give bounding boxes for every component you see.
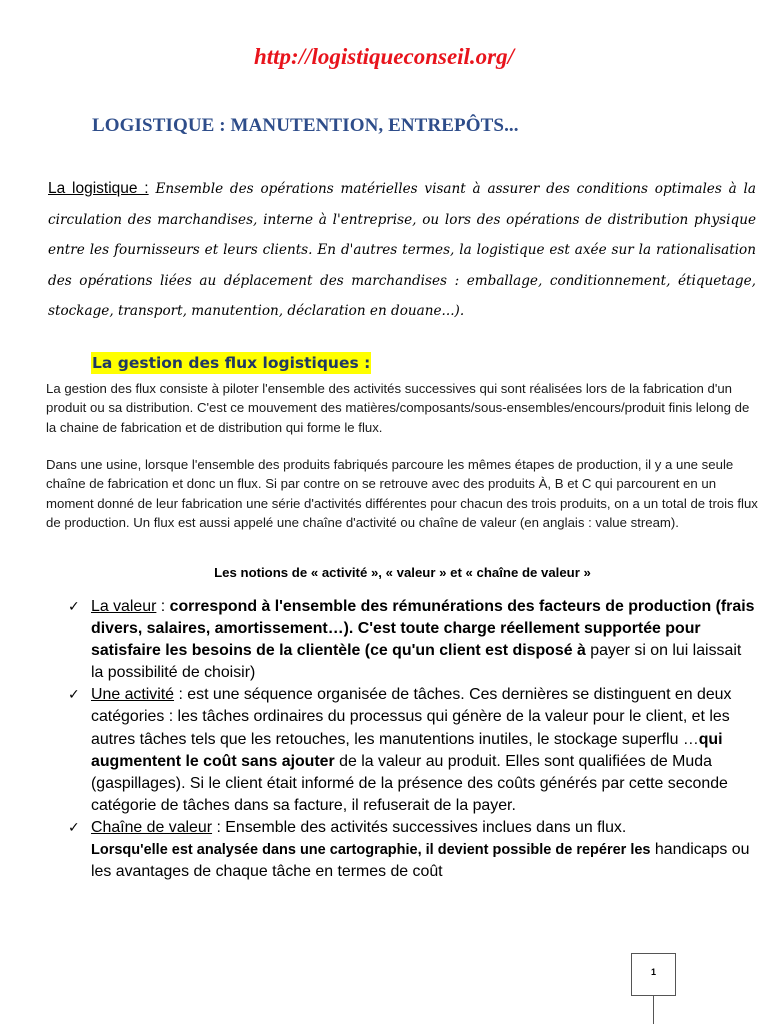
item-term: Chaîne de valeur bbox=[91, 818, 213, 836]
notions-list bbox=[68, 596, 758, 883]
item-separator: : bbox=[212, 818, 226, 836]
list-item bbox=[68, 596, 758, 684]
list-item bbox=[68, 684, 758, 817]
flux-paragraph-1: La gestion des flux consiste à piloter l'ensemble des activités successives qui sont réalisées lors de la fabrication d'un produit ou sa distribution. C'est ce mouvement des matières/composants/sous-ensembles/encours/produit finis lelong de la chaine de fabrication et de distribution qui forme le flux. bbox=[46, 381, 750, 435]
item-separator: : bbox=[174, 686, 188, 704]
checkmark-icon: ✓ bbox=[68, 599, 80, 615]
item-text: handicaps ou les avantages de chaque tâche en termes de coût bbox=[91, 841, 750, 881]
definition-text: Ensemble des opérations matérielles visant à assurer des conditions optimales à la circulation des marchandises, interne à l'entreprise, ou lors des opérations de distribution physique entre les fournisseurs et leurs clients. En d'autres termes, la logistique est axée sur la rationalisation des opérations liées au déplacement des marchandises : emballage, conditionnement, étiquetage, stockage, transport, manutention, déclaration en douane...). bbox=[48, 181, 756, 320]
page-number: 1 bbox=[650, 967, 656, 977]
item-bold-text: Lorsqu'elle est analysée dans une cartographie, il devient possible de repérer les bbox=[91, 842, 651, 859]
item-separator: : bbox=[156, 598, 170, 615]
item-bold-text: qui augmentent le coût sans ajouter bbox=[91, 730, 723, 770]
item-term: Une activité bbox=[91, 686, 175, 704]
item-text: de la valeur au produit. Elles sont qualifiées de Muda (gaspillages). Si le client était informé de la présence des coûts générés par cette seconde catégorie de tâches dans sa facture, il refuserait de la payer. bbox=[91, 752, 728, 814]
item-text: est une séquence organisée de tâches. Ces dernières se distinguent en deux catégories : les tâches ordinaires du processus qui génère de la valeur pour le client, et les autres tâches tels que les retouches, les manutentions inutiles, le stockage superflu … bbox=[91, 686, 732, 748]
item-bold-text: correspond à l'ensemble des rémunérations des facteurs de production (frais divers, salaires, amortissement…). C'est toute charge réellement supportée pour satisfaire les besoins de la clientèle (ce qu'un client est disposé à bbox=[91, 598, 755, 660]
item-text: Ensemble des activités successives inclues dans un flux. bbox=[225, 818, 627, 836]
checkmark-icon: ✓ bbox=[68, 819, 80, 836]
item-term: La valeur bbox=[91, 598, 157, 615]
checkmark-icon: ✓ bbox=[68, 687, 80, 704]
list-item bbox=[68, 817, 758, 883]
notions-title: Les notions de « activité », « valeur » et « chaîne de valeur » bbox=[214, 565, 591, 580]
flux-paragraph-2: Dans une usine, lorsque l'ensemble des produits fabriqués parcoure les mêmes étapes de production, il y a une seule chaîne de fabrication et donc un flux. Si par contre on se retrouve avec des produits À, B et C qui parcourent en un moment donné de leur fabrication une série d'activités différentes pour chacun des trois produits, on a un total de trois flux de production. Un flux est aussi appelé une chaîne d'activité ou chaîne de valeur (en anglais : value stream). bbox=[46, 457, 758, 531]
page-number-line bbox=[653, 996, 654, 1024]
flux-section-heading: La gestion des flux logistiques : bbox=[92, 354, 371, 372]
item-text: payer si on lui laissait la possibilité de choisir) bbox=[91, 642, 742, 682]
logistique-definition bbox=[48, 174, 756, 327]
definition-term: La logistique : bbox=[48, 180, 149, 197]
document-title: LOGISTIQUE : MANUTENTION, ENTREPÔTS... bbox=[92, 115, 519, 136]
site-url[interactable]: http://logistiqueconseil.org/ bbox=[253, 44, 515, 69]
